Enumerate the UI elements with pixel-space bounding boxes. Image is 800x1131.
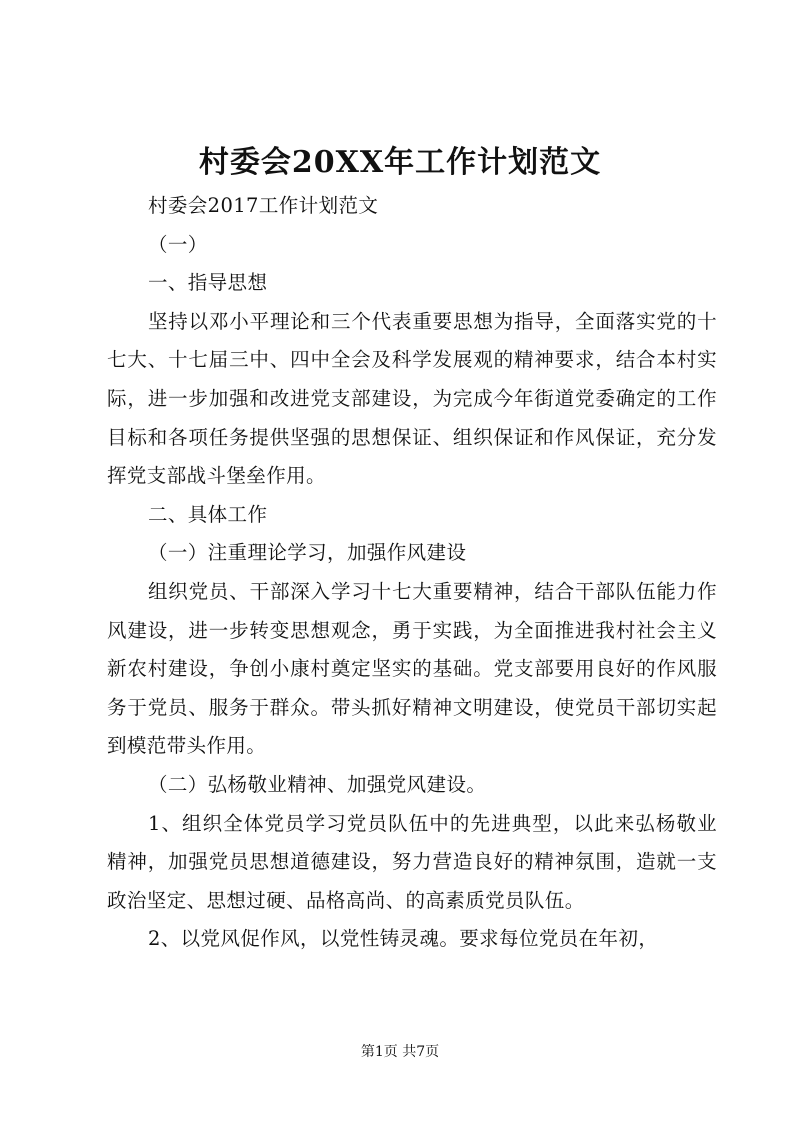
document-body [107,187,717,959]
paragraph-guiding-thought: 坚持以邓小平理论和三个代表重要思想为指导，全面落实党的十七大、十七届三中、四中全会及科学发展观的精神要求，结合本村实际，进一步加强和改进党支部建设，为完成今年街道党委确定的工作目标和各项任务提供坚强的思想保证、组织保证和作风保证，充分发挥党支部战斗堡垒作用。 [107,309,717,488]
paragraph-subtitle: 村委会2017工作计划范文 [147,194,379,217]
heading-guiding-thought: 一、指导思想 [147,271,268,295]
paragraph-theory-study: 组织党员、干部深入学习十七大重要精神，结合干部队伍能力作风建设，进一步转变思想观念，勇于实践，为全面推进我村社会主义新农村建设，争创小康村奠定坚实的基础。党支部要用良好的作风服务于党员、服务于群众。带头抓好精神文明建设，使党员干部切实起到模范带头作用。 [107,579,717,758]
subheading-dedication: （二）弘杨敬业精神、加强党风建设。 [147,772,487,796]
paragraph-item-2: 2、以党风促作风，以党性铸灵魂。要求每位党员在年初， [147,927,659,951]
subheading-theory-study: （一）注重理论学习，加强作风建设 [147,541,467,565]
page-footer: 第1页 共7页 [360,1044,440,1060]
heading-specific-work: 二、具体工作 [147,502,268,526]
paragraph-section-marker: （一） [147,232,208,256]
paragraph-item-1: 1、组织全体党员学习党员队伍中的先进典型，以此来弘杨敬业精神，加强党员思想道德建设，努力营造良好的精神氛围，造就一支政治坚定、思想过硬、品格高尚、的高素质党员队伍。 [107,811,717,912]
document-title: 村委会20XX年工作计划范文 [198,145,602,180]
